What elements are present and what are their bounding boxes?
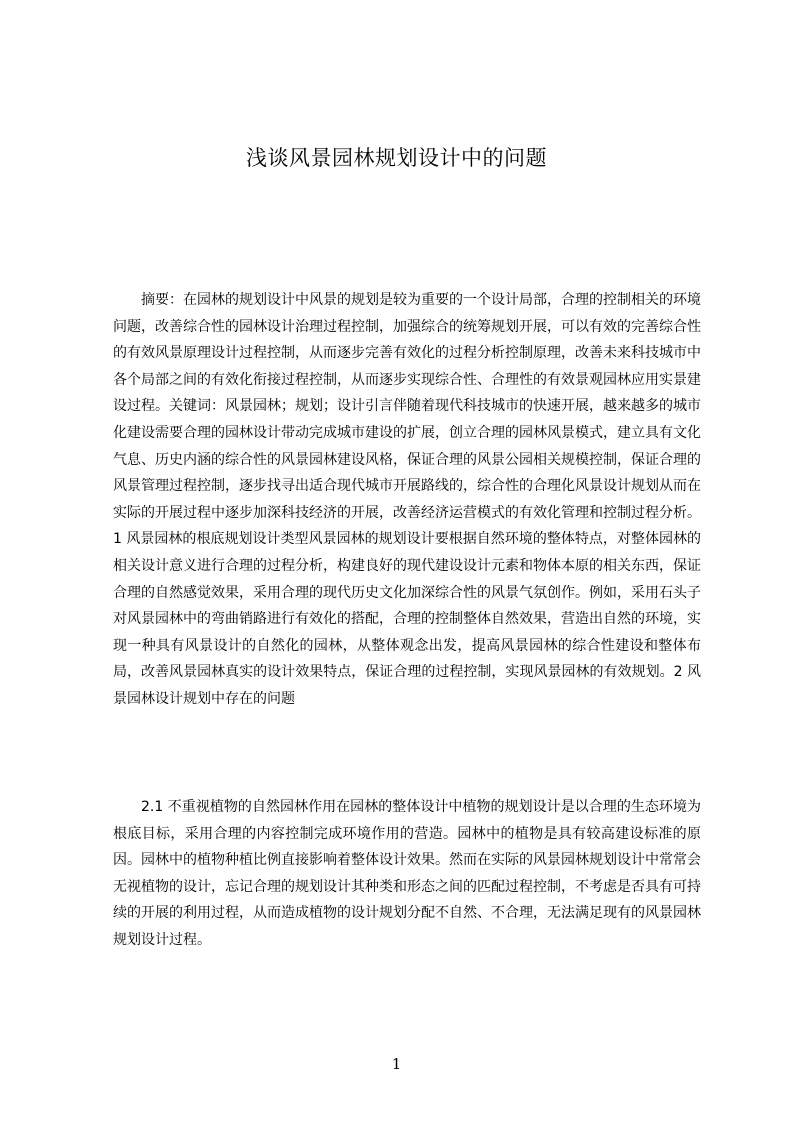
body-paragraph-section-2-1: 2.1 不重视植物的自然园林作用在园林的整体设计中植物的规划设计是以合理的生态环境为根底目标，采用合理的内容控制完成环境作用的营造。园林中的植物是具有较高建设标准的原因。园林中的植物种植比例直接影响着整体设计效果。然而在实际的风景园林规划设计中常常会无视植物的设计，忘记合理的规划设计其种类和形态之间的匹配过程控制，不考虑是否具有可持续的开展的利用过程，从而造成植物的设计规划分配不自然、不合理，无法满足现有的风景园林规划设计过程。 — [113, 799, 701, 948]
body-paragraph-abstract: 摘要：在园林的规划设计中风景的规划是较为重要的一个设计局部，合理的控制相关的环境问题，改善综合性的园林设计治理过程控制，加强综合的统筹规划开展，可以有效的完善综合性的有效风景原理设计过程控制，从而逐步完善有效化的过程分析控制原理，改善未来科技城市中各个局部之间的有效化衔接过程控制，从而逐步实现综合性、合理性的有效景观园林应用实景建设过程。关键词：风景园林；规划；设计引言伴随着现代科技城市的快速开展，越来越多的城市化建设需要合理的园林设计带动完成城市建设的扩展，创立合理的园林风景模式，建立具有文化气息、历史内涵的综合性的风景园林建设风格，保证合理的风景公园相关规模控制，保证合理的风景管理过程控制，逐步找寻出适合现代城市开展路线的，综合性的合理化风景设计规划从而在实际的开展过程中逐步加深科技经济的开展，改善经济运营模式的有效化管理和控制过程分析。1 风景园林的根底规划设计类型风景园林的规划设计要根据自然环境的整体特点，对整体园林的相关设计意义进行合理的过程分析，构建良好的现代建设设计元素和物体本原的相关东西，保证合理的自然感觉效果，采用合理的现代历史文化加深综合性的风景气氛创作。例如，采用石头子对风景园林中的弯曲销路进行有效化的搭配，合理的控制整体自然效果，营造出自然的环境，实现一种具有风景设计的自然化的园林，从整体观念出发，提高风景园林的综合性建设和整体布局，改善风景园林真实的设计效果特点，保证合理的过程控制，实现风景园林的有效规划。2 风景园林设计规划中存在的问题 — [113, 292, 701, 707]
document-title: 浅谈风景园林规划设计中的问题 — [246, 146, 547, 170]
page-number: 1 — [391, 1055, 402, 1073]
